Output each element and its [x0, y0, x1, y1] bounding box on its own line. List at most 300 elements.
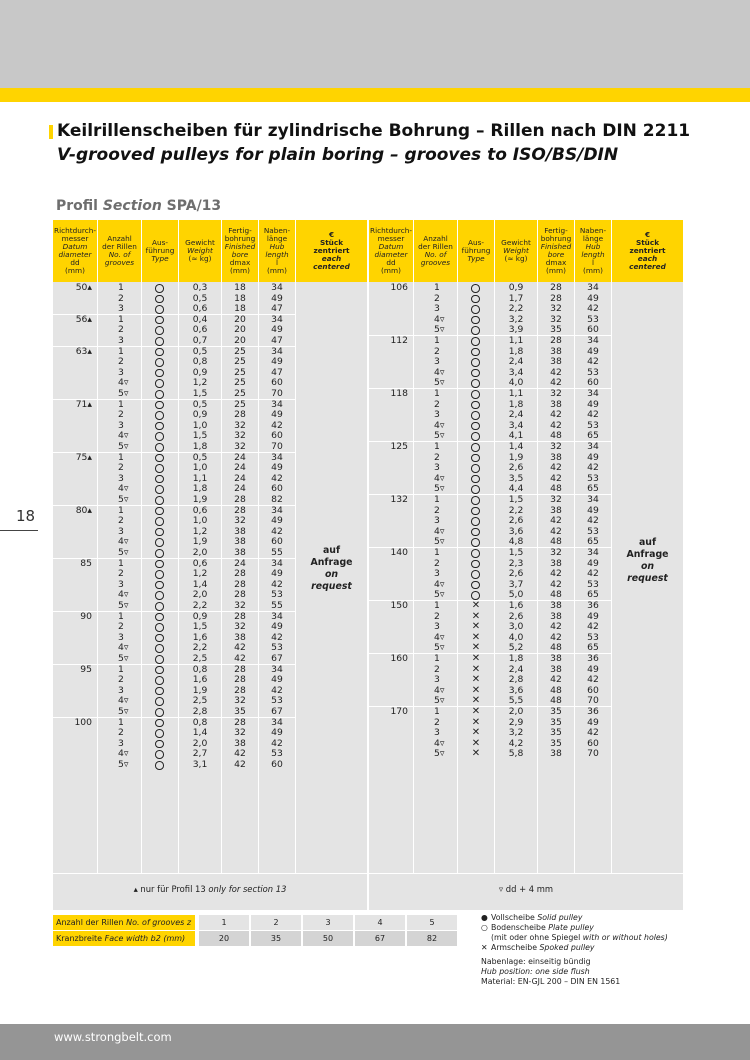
bore-cell: 38	[234, 631, 246, 643]
plate-pulley-icon	[471, 464, 480, 473]
hub-cell: 47	[271, 366, 283, 378]
bore-cell: 42	[550, 377, 562, 389]
grooves-cell: 5▿	[434, 695, 445, 707]
plate-pulley-icon	[471, 358, 480, 367]
table-row	[369, 633, 611, 644]
weight-cell: 5,0	[508, 589, 524, 601]
column-header-line: centered	[313, 262, 350, 272]
grooves-cell: 4▿	[118, 377, 129, 389]
table-row	[369, 389, 611, 400]
weight-cell: 3,0	[508, 621, 524, 633]
bore-cell: 42	[234, 748, 246, 760]
grooves-cell: 3	[118, 578, 124, 590]
footer-url[interactable]: www.strongbelt.com	[54, 1030, 172, 1044]
open-circle-icon: ○	[481, 923, 488, 932]
weight-cell: 1,5	[508, 547, 524, 558]
bore-cell: 24	[234, 472, 246, 484]
grooves-cell: 1	[434, 494, 440, 505]
column-header-line: each	[321, 254, 342, 264]
weight-cell: 2,2	[508, 504, 524, 516]
legend-solid	[481, 913, 668, 923]
weight-cell: 3,7	[508, 578, 524, 590]
weight-cell: 3,6	[508, 684, 524, 696]
bore-cell: 38	[550, 557, 562, 569]
column-header-line: Stück	[319, 237, 344, 247]
hub-cell: 36	[587, 653, 599, 664]
grooves-cell: 1	[434, 600, 440, 611]
grooves-cell: 2	[118, 727, 124, 739]
weight-cell: 2,5	[192, 695, 208, 707]
column-header-hub	[259, 222, 295, 280]
table-row	[53, 347, 295, 358]
grooves-cell: 2	[434, 557, 440, 569]
bore-cell: 42	[550, 568, 562, 580]
hub-cell: 47	[271, 303, 283, 315]
hub-cell: 42	[587, 409, 599, 421]
table-row	[369, 347, 611, 358]
table-row	[53, 612, 295, 623]
weight-cell: 1,6	[192, 674, 208, 686]
table-row	[369, 453, 611, 464]
grooves-cell: 4▿	[434, 737, 445, 749]
plate-pulley-icon	[155, 729, 164, 738]
grooves-cell: 1	[118, 313, 124, 325]
diameter-cell: 106	[390, 282, 408, 293]
plate-pulley-icon	[471, 560, 480, 569]
column-header-line: length	[265, 250, 289, 259]
plate-pulley-icon	[471, 390, 480, 399]
table-row	[53, 537, 295, 548]
bore-cell: 38	[550, 600, 562, 611]
column-header-line: Aus-	[467, 237, 485, 247]
bore-cell: 20	[234, 324, 246, 336]
weight-cell: 1,6	[192, 631, 208, 643]
plate-pulley-icon	[471, 475, 480, 484]
hub-cell: 49	[271, 674, 283, 686]
column-header-line: länge	[266, 233, 288, 243]
table-row	[53, 559, 295, 570]
table-row	[369, 495, 611, 506]
table-row	[53, 283, 295, 294]
plate-pulley-icon	[155, 623, 164, 632]
hub-cell: 42	[587, 356, 599, 368]
table-row	[369, 612, 611, 623]
weight-cell: 2,6	[508, 515, 524, 527]
column-header-type	[142, 222, 178, 280]
bore-cell: 32	[234, 441, 246, 452]
diameter-cell: 50▴	[75, 282, 92, 293]
diameter-cell: 132	[390, 494, 408, 505]
bore-cell: 42	[550, 419, 562, 431]
hub-cell: 70	[587, 695, 599, 707]
plate-pulley-icon	[155, 295, 164, 304]
column-header-line: (mm)	[546, 266, 566, 276]
table-row	[369, 601, 611, 612]
table-row	[369, 506, 611, 517]
hub-cell: 49	[587, 398, 599, 410]
weight-cell: 5,2	[508, 642, 524, 654]
hub-cell: 53	[271, 642, 283, 654]
grooves-cell: 2	[434, 716, 440, 728]
filled-circle-icon: ●	[481, 913, 488, 922]
table-row	[53, 294, 295, 305]
table-row	[369, 665, 611, 676]
table-row	[53, 315, 295, 326]
bore-cell: 32	[550, 303, 562, 315]
weight-cell: 1,4	[192, 578, 208, 590]
table-row	[369, 304, 611, 315]
column-header-weight	[179, 222, 221, 280]
column-header-line: grooves	[420, 258, 451, 268]
pulley-table-left	[53, 220, 367, 910]
table-row	[369, 516, 611, 527]
hub-cell: 49	[271, 409, 283, 421]
bore-cell: 25	[234, 366, 246, 378]
bore-cell: 28	[234, 674, 246, 686]
grooves-cell: 2	[118, 621, 124, 633]
bore-cell: 35	[550, 727, 562, 739]
column-header-line: Aus-	[151, 237, 169, 247]
column-header-price	[296, 222, 367, 280]
column-header-line: zentriert	[629, 245, 666, 255]
section-label-en: Section	[102, 198, 162, 214]
column-header-line: (mm)	[583, 266, 603, 276]
plate-pulley-icon	[155, 485, 164, 494]
grooves-cell: 5▿	[434, 324, 445, 336]
weight-cell: 0,8	[192, 356, 208, 368]
hub-cell: 67	[271, 706, 283, 717]
grooves-cell: 2	[118, 324, 124, 336]
plate-pulley-icon	[471, 528, 480, 537]
bore-cell: 42	[550, 674, 562, 686]
diameter-cell: 100	[74, 716, 92, 728]
plate-pulley-icon	[155, 613, 164, 622]
hub-cell: 34	[587, 494, 599, 505]
table-row	[369, 315, 611, 326]
column-header-grooves	[414, 222, 457, 280]
plate-pulley-icon	[471, 295, 480, 304]
grooves-cell: 2	[118, 462, 124, 474]
column-header-line: length	[581, 250, 605, 259]
plate-pulley-icon	[155, 390, 164, 399]
grooves-cell: 5▿	[434, 589, 445, 601]
table-row	[369, 442, 611, 453]
bore-cell: 32	[234, 600, 246, 611]
hub-cell: 53	[271, 748, 283, 760]
hub-cell: 60	[587, 324, 599, 336]
grooves-cell: 1	[118, 557, 124, 569]
plate-pulley-icon	[155, 316, 164, 325]
grooves-cell: 2	[118, 356, 124, 368]
hub-cell: 34	[587, 388, 599, 399]
bore-cell: 38	[234, 737, 246, 749]
hub-cell: 42	[271, 631, 283, 643]
bore-cell: 42	[550, 366, 562, 378]
table-row	[369, 294, 611, 305]
bore-cell: 38	[550, 398, 562, 410]
bore-cell: 28	[234, 610, 246, 622]
column-header-line: l	[275, 258, 279, 268]
hub-cell: 42	[587, 568, 599, 580]
spoked-pulley-icon: ✕	[471, 674, 481, 686]
request-text-en: request	[311, 581, 352, 592]
table-row	[369, 675, 611, 686]
grooves-cell: 2	[434, 504, 440, 516]
column-header-bore	[538, 222, 574, 280]
bore-cell: 42	[550, 515, 562, 527]
hub-cell: 82	[271, 494, 283, 505]
price-on-request	[612, 537, 683, 585]
table-row	[53, 665, 295, 676]
plate-pulley-icon	[155, 761, 164, 770]
diameter-cell: 63▴	[75, 345, 92, 357]
column-header-line: bohrung	[540, 233, 572, 243]
column-header-line: No. of	[108, 250, 131, 259]
table-row	[53, 569, 295, 580]
diameter-cell: 112	[390, 335, 408, 346]
column-header-diameter	[369, 222, 413, 280]
hub-cell: 42	[271, 472, 283, 484]
weight-cell: 2,4	[508, 356, 524, 368]
section-label-de: Profil	[56, 198, 98, 214]
hub-cell: 42	[271, 419, 283, 431]
bore-cell: 32	[234, 695, 246, 707]
pulley-table-right	[369, 220, 683, 910]
column-header-line: der Rillen	[418, 241, 453, 251]
table-footnote	[53, 884, 367, 894]
table-row	[369, 283, 611, 294]
bore-cell: 38	[234, 547, 246, 558]
bore-cell: 38	[550, 504, 562, 516]
bore-cell: 28	[234, 663, 246, 675]
grooves-cell: 3	[118, 631, 124, 643]
weight-cell: 2,0	[508, 706, 524, 717]
hub-cell: 53	[587, 631, 599, 643]
plate-pulley-icon	[471, 443, 480, 452]
bore-cell: 35	[550, 716, 562, 728]
grooves-cell: 3	[434, 515, 440, 527]
column-header-line: Hub	[269, 241, 285, 251]
weight-cell: 1,8	[508, 398, 524, 410]
weight-cell: 2,6	[508, 462, 524, 474]
column-header-line: Fertig-	[228, 225, 252, 235]
column-header-line: Richtdurch-	[54, 225, 96, 235]
bore-cell: 18	[234, 303, 246, 315]
weight-cell: 0,3	[192, 282, 208, 293]
bore-cell: 25	[234, 345, 246, 357]
hub-cell: 49	[587, 451, 599, 463]
grooves-cell: 1	[118, 398, 124, 410]
column-header-line: Finished	[224, 241, 256, 251]
diameter-cell: 95	[80, 663, 92, 675]
bore-cell: 48	[550, 642, 562, 654]
weight-cell: 3,2	[508, 727, 524, 739]
grooves-label-de: Anzahl der Rillen	[56, 918, 124, 927]
legend-plate-note-en: with or without holes)	[582, 933, 668, 942]
bore-cell: 18	[234, 282, 246, 293]
plate-pulley-icon	[155, 708, 164, 717]
table-row	[369, 559, 611, 570]
table-row	[53, 749, 295, 760]
column-header-line: (mm)	[230, 266, 250, 276]
weight-cell: 1,5	[192, 621, 208, 633]
legend-plate	[481, 923, 668, 933]
hub-cell: 60	[587, 377, 599, 389]
weight-cell: 4,0	[508, 377, 524, 389]
grooves-value: 3	[303, 915, 353, 930]
plate-pulley-icon	[155, 570, 164, 579]
table-row	[369, 463, 611, 474]
weight-cell: 2,0	[192, 589, 208, 601]
plate-pulley-icon	[471, 570, 480, 579]
hub-cell: 49	[587, 504, 599, 516]
weight-cell: 5,8	[508, 748, 524, 760]
grooves-cell: 1	[434, 441, 440, 452]
face-width-label	[53, 931, 195, 946]
hub-cell: 34	[271, 451, 283, 463]
hub-cell: 49	[587, 292, 599, 304]
grooves-cell: 1	[118, 663, 124, 675]
table-row	[53, 590, 295, 601]
bore-cell: 25	[234, 398, 246, 410]
column-header-line: messer	[377, 233, 405, 243]
weight-cell: 0,5	[192, 345, 208, 357]
grooves-cell: 5▿	[434, 377, 445, 389]
table-row	[53, 622, 295, 633]
grooves-cell: 1	[434, 335, 440, 346]
weight-cell: 3,9	[508, 324, 524, 336]
weight-cell: 1,0	[192, 462, 208, 474]
table-row	[53, 421, 295, 432]
face-width-value: 67	[355, 931, 405, 946]
footnote-de: ▴ nur für Profil 13	[133, 884, 206, 894]
hub-cell: 49	[271, 462, 283, 474]
bore-cell: 28	[234, 568, 246, 580]
column-header-diameter	[53, 222, 97, 280]
weight-cell: 1,0	[192, 515, 208, 527]
grooves-cell: 5▿	[118, 706, 129, 717]
grooves-cell: 1	[434, 282, 440, 293]
grooves-cell: 5▿	[118, 388, 129, 399]
request-text-en: on	[324, 569, 339, 580]
bore-cell: 48	[550, 684, 562, 696]
legend-hub-de: Nabenlage: einseitig bündig	[481, 957, 591, 966]
bore-cell: 42	[550, 409, 562, 421]
bore-cell: 38	[550, 356, 562, 368]
weight-cell: 3,6	[508, 525, 524, 537]
table-row	[369, 548, 611, 559]
diameter-cell: 118	[390, 388, 408, 399]
bore-cell: 25	[234, 388, 246, 399]
column-header-line: führung	[145, 245, 175, 255]
column-header-line: länge	[582, 233, 604, 243]
legend-plate-note-de: (mit oder ohne Spiegel	[491, 933, 581, 942]
table-row	[369, 718, 611, 729]
plate-pulley-icon	[471, 517, 480, 526]
weight-cell: 2,8	[508, 674, 524, 686]
column-header-line: Anzahl	[107, 233, 132, 243]
legend-spoked-de: Armscheibe	[491, 943, 537, 952]
weight-cell: 2,9	[508, 716, 524, 728]
column-header-line: centered	[629, 262, 666, 272]
page-title-de: Keilrillenscheiben für zylindrische Bohrung – Rillen nach DIN 2211	[57, 121, 691, 141]
grooves-cell: 1	[434, 653, 440, 664]
page-number: 18	[16, 507, 36, 525]
bore-cell: 28	[234, 589, 246, 601]
hub-cell: 53	[587, 366, 599, 378]
weight-cell: 0,6	[192, 324, 208, 336]
column-header-line: (mm)	[65, 266, 85, 276]
weight-cell: 1,1	[508, 335, 524, 346]
hub-cell: 49	[587, 610, 599, 622]
bore-cell: 42	[550, 525, 562, 537]
column-header-weight	[495, 222, 537, 280]
grooves-cell: 4▿	[118, 589, 129, 601]
bore-cell: 32	[234, 727, 246, 739]
spoked-pulley-icon: ✕	[471, 748, 481, 760]
hub-cell: 42	[271, 578, 283, 590]
column-header-line: dd	[386, 258, 396, 268]
weight-cell: 1,8	[192, 483, 208, 495]
weight-cell: 3,4	[508, 419, 524, 431]
legend-spoked	[481, 943, 668, 953]
grooves-cell: 2	[118, 674, 124, 686]
bore-cell: 38	[234, 525, 246, 537]
grooves-cell: 2	[434, 292, 440, 304]
hub-cell: 42	[587, 515, 599, 527]
hub-cell: 36	[587, 600, 599, 611]
grooves-cell: 3	[118, 366, 124, 378]
column-header-line: führung	[461, 245, 491, 255]
grooves-cell: 3	[118, 684, 124, 696]
weight-cell: 1,7	[508, 292, 524, 304]
weight-cell: 2,8	[192, 706, 208, 717]
bore-cell: 48	[550, 589, 562, 601]
plate-pulley-icon	[155, 528, 164, 537]
grooves-cell: 4▿	[434, 631, 445, 643]
table-row	[369, 654, 611, 665]
plate-pulley-icon	[471, 379, 480, 388]
table-row	[53, 368, 295, 379]
column-header-line: Stück	[635, 237, 660, 247]
hub-cell: 60	[271, 377, 283, 389]
face-width-value: 35	[251, 931, 301, 946]
bore-cell: 32	[550, 313, 562, 325]
weight-cell: 0,8	[192, 716, 208, 728]
bore-cell: 32	[550, 441, 562, 452]
spoked-pulley-icon: ✕	[471, 695, 481, 707]
column-header-bore	[222, 222, 258, 280]
plate-pulley-icon	[155, 581, 164, 590]
weight-cell: 1,5	[508, 494, 524, 505]
table-row	[53, 463, 295, 474]
grooves-cell: 3	[118, 419, 124, 431]
grooves-cell: 1	[118, 610, 124, 622]
grooves-cell: 3	[434, 356, 440, 368]
plate-pulley-icon	[471, 316, 480, 325]
weight-cell: 2,6	[508, 568, 524, 580]
grooves-cell: 4▿	[434, 525, 445, 537]
weight-cell: 2,5	[192, 653, 208, 664]
plate-pulley-icon	[155, 655, 164, 664]
spoked-pulley-icon: ✕	[471, 663, 481, 675]
footnote-text: ▿ dd + 4 mm	[498, 884, 554, 894]
spoked-pulley-icon: ✕	[471, 600, 481, 611]
face-width-value: 82	[407, 931, 457, 946]
weight-cell: 0,4	[192, 313, 208, 325]
grooves-cell: 1	[118, 504, 124, 516]
bore-cell: 35	[550, 706, 562, 717]
